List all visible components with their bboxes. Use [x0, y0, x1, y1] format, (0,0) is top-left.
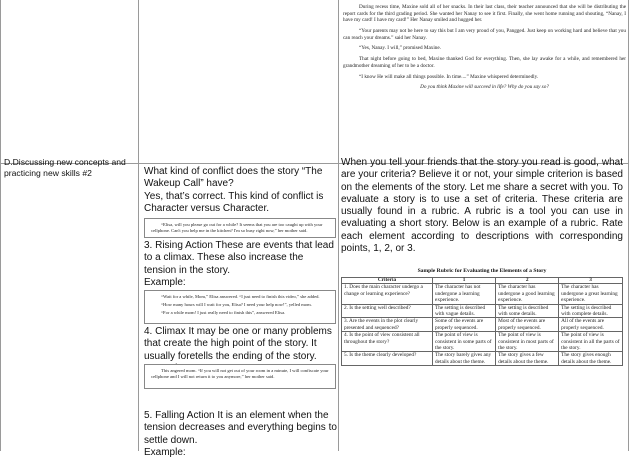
rubric-cell: The character has not undergone a learning experience.: [433, 284, 496, 304]
rubric-explanation: When you tell your friends that the story you read is good, what are your criteria? Believe it or not, your simple criterion is based on the elements of the story. Let me share a secret with you. To evaluate a story is to use a set of criteria. These criteria are usually found in a rubric. A rubric is a tool you can use in evaluating a short story. Below is an example of a rubric. Rate each element according to descriptions with corresponding points, 1, 2, or 3.: [341, 157, 623, 255]
story-paragraph: “Your parents may not be here to say this but I am very proud of you, Pangged. Just keep on working hard and believe that you can reach your dreams.” said her Nanay.: [343, 27, 626, 41]
story-paragraph: That night before going to bed, Maxine thanked God for everything. Then, she lay awake for a while, and remembered her grandmother dreaming of her to be a doctor.: [343, 56, 626, 69]
rubric-cell: The point of view is consistent in most parts of the story.: [496, 332, 559, 352]
climax-definition: 4. Climax It may be one or many problems that create the high point of the story. It usually foretells the ending of the story.: [144, 326, 332, 362]
example-quote: “How many hours will I wait for you, Elisa? I need your help now!”, yelled mom.: [161, 302, 312, 307]
rubric-criterion: 2. Is the setting well described?: [342, 304, 433, 318]
rubric-cell: The story gives enough details about the theme.: [559, 352, 623, 366]
rubric-cell: The setting is described with vague details.: [433, 304, 496, 318]
rubric-title: Sample Rubric for Evaluating the Elements of a Story: [417, 268, 547, 274]
story-paragraph: “Yes, Nanay. I will,” promised Maxine.: [359, 45, 441, 52]
story-question: Do you think Maxine will succeed in life? Why do you say so?: [420, 84, 549, 91]
table-row: [342, 352, 623, 366]
example-box-3: [144, 364, 336, 389]
rubric-header-score-2: 2: [496, 278, 559, 284]
rubric-cell: The setting is described with complete details.: [559, 304, 623, 318]
example-quote: “Elisa, will you please go out for a while? It seems that you are too caught up with your cellphone. Can't you help me in the kitchen? I'm so busy right now,” her mother said.: [151, 222, 323, 233]
rubric-header-score-3: 3: [559, 278, 623, 284]
falling-action-text: [144, 410, 338, 460]
table-row: [342, 304, 623, 318]
example-quote: “For a while mom! I just really need to finish this”, answered Elisa.: [161, 310, 286, 315]
table-border-left: [0, 0, 1, 451]
rising-action-definition: 3. Rising Action These are events that lead to a climax. These also increase the tension in the story.: [144, 240, 334, 276]
rubric-cell: Some of the events are properly sequenced.: [433, 318, 496, 332]
rubric-cell: The point of view is consistent in all the parts of the story.: [559, 332, 623, 352]
rubric-table: [341, 277, 623, 366]
example-quote: This angered mom. “If you will not get out of your room in a minute, I will confiscate your cellphone and I will not return it to you anymore,” her mother said.: [151, 368, 329, 379]
table-border-col2: [338, 0, 339, 451]
table-border-right: [628, 0, 629, 451]
rubric-criterion: 4. Is the point of view consistent all throughout the story?: [342, 332, 433, 352]
rubric-criterion: 1. Does the main character undergo a change or learning experience?: [342, 284, 433, 304]
story-excerpt: [343, 4, 626, 159]
table-row: [342, 318, 623, 332]
section-label: D.Discussing new concepts and practicing new skills #2: [4, 157, 126, 178]
rubric-cell: Most of the events are properly sequenced.: [496, 318, 559, 332]
table-row: [342, 284, 623, 304]
rubric-cell: All of the events are properly sequenced.: [559, 318, 623, 332]
example-box-1: [144, 218, 336, 238]
story-paragraph: During recess time, Maxine sold all of her snacks. In their last class, their teacher announced that she will be distributing the report cards for the third grading period. She wanted her Nanay to see it first. Finally, she went home running and shouting, “Nanay, I have my card! I have my card!” Her Nanay smiled and hugged her.: [343, 4, 626, 24]
rubric-cell: The setting is described with some details.: [496, 304, 559, 318]
example-box-2: [144, 290, 336, 324]
table-border-col1: [138, 0, 139, 451]
rubric-cell: The character has undergone a good learning experience.: [496, 284, 559, 304]
rubric-header-criteria: Criteria: [342, 278, 433, 284]
rubric-cell: The story barely gives any details about the theme.: [433, 352, 496, 366]
rubric-header-score-1: 1: [433, 278, 496, 284]
conflict-answer-text: Yes, that’s correct. This kind of conflict is Character versus Character.: [144, 190, 324, 215]
example-quote: “Wait for a while, Mom,” Elisa answered. “I just need to finish this video,” she added.: [161, 294, 320, 299]
table-row: [342, 332, 623, 352]
rubric-cell: The character has undergone a great learning experience.: [559, 284, 623, 304]
story-paragraph: “I know He will make all things possible. In time....” Maxine whispered determinedly.: [359, 73, 539, 80]
conflict-question-text: What kind of conflict does the story “The Wakeup Call” have?: [144, 166, 323, 190]
rubric-cell: The point of view is consistent in some parts of the story.: [433, 332, 496, 352]
example-heading: Example:: [144, 277, 186, 289]
rubric-criterion: 5. Is the theme clearly developed?: [342, 352, 433, 366]
falling-action-definition: 5. Falling Action It is an element when the tension decreases and everything begins to settle down.: [144, 410, 337, 446]
rubric-cell: The story gives a few details about the theme.: [496, 352, 559, 366]
example-heading: Example:: [144, 447, 186, 459]
rubric-criterion: 3. Are the events in the plot clearly presented and sequenced?: [342, 318, 433, 332]
rising-action-text: [144, 240, 338, 290]
conflict-question: [144, 166, 338, 216]
